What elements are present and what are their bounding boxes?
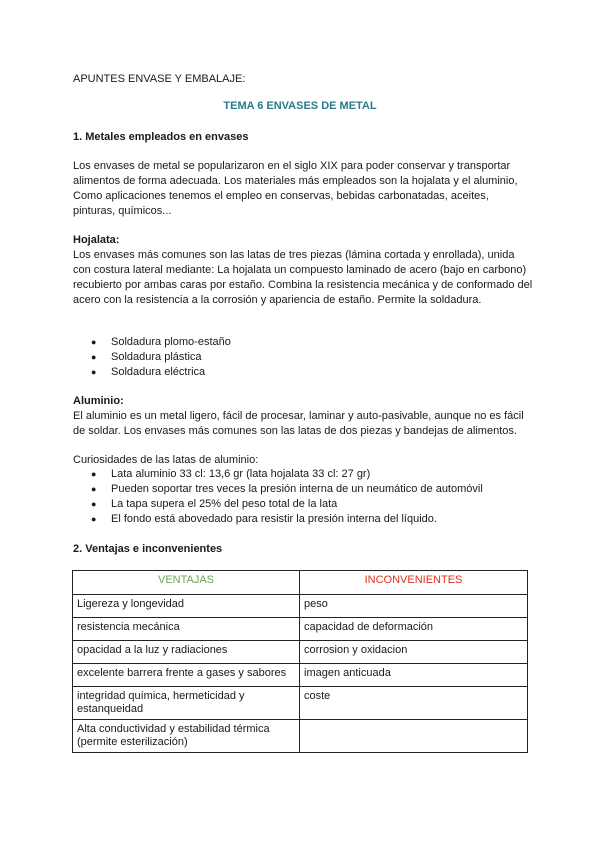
subheading-aluminio: Aluminio:: [73, 395, 124, 407]
table-cell: imagen anticuada: [300, 664, 528, 687]
table-cell: opacidad a la luz y radiaciones: [73, 641, 300, 664]
bullet-icon: ●: [91, 337, 97, 347]
table-row: [73, 595, 528, 618]
bullet-icon: ●: [91, 469, 97, 479]
table-cell: excelente barrera frente a gases y sabores: [73, 664, 300, 687]
table-cell: [300, 720, 528, 753]
table-row: [73, 720, 528, 753]
table-cell: resistencia mecánica: [73, 618, 300, 641]
table-cell: coste: [300, 687, 528, 720]
list-item: ● Lata aluminio 33 cl: 13,6 gr (lata hojalata 33 cl: 27 gr): [91, 468, 371, 480]
curiosidades-label: Curiosidades de las latas de aluminio:: [73, 454, 259, 466]
table-row: [73, 664, 528, 687]
section-heading-metales: 1. Metales empleados en envases: [73, 131, 249, 143]
table-cell: capacidad de deformación: [300, 618, 528, 641]
table-cell: Ligereza y longevidad: [73, 595, 300, 618]
table-row: [73, 618, 528, 641]
header-ventajas: VENTAJAS: [73, 571, 300, 595]
list-item: ● Soldadura plomo-estaño: [91, 336, 231, 348]
document-header: APUNTES ENVASE Y EMBALAJE:: [73, 73, 246, 85]
bullet-icon: ●: [91, 514, 97, 524]
list-item: ● Soldadura plástica: [91, 351, 202, 363]
list-item: ● El fondo está abovedado para resistir la presión interna del líquido.: [91, 513, 437, 525]
subheading-hojalata: Hojalata:: [73, 234, 120, 246]
table-row: [73, 641, 528, 664]
table-header-row: [73, 571, 528, 595]
comparison-table: [72, 570, 528, 753]
list-item: ● Soldadura eléctrica: [91, 366, 206, 378]
aluminio-bullet-list: [73, 467, 543, 527]
hojalata-bullet-list: [73, 335, 533, 380]
hojalata-paragraph: Los envases más comunes son las latas de tres piezas (lámina cortada y enrollada), unida con costura lateral mediante: La hojalata un compuesto laminado de acero (bajo en carbono) recubierto por ambas caras por estaño. Combina la resistencia mecánica y de conformado del acero con la resistencia a la corrosión y apariencia de estaño. Permite la soldadura.: [73, 249, 533, 306]
bullet-icon: ●: [91, 367, 97, 377]
list-item: ● Pueden soportar tres veces la presión interna de un neumático de automóvil: [91, 483, 483, 495]
intro-paragraph: Los envases de metal se popularizaron en el siglo XIX para poder conservar y transportar alimentos de forma adecuada. Los materiales más empleados son la hojalata y el aluminio, Como aplicaciones tenemos el empleo en conservas, bebidas carbonatadas, aceites, pinturas, químicos...: [73, 160, 518, 217]
section-heading-ventajas: 2. Ventajas e inconvenientes: [73, 543, 223, 555]
table-cell: integridad química, hermeticidad y estanqueidad: [73, 687, 300, 720]
bullet-icon: ●: [91, 484, 97, 494]
bullet-icon: ●: [91, 499, 97, 509]
table-row: [73, 687, 528, 720]
bullet-icon: ●: [91, 352, 97, 362]
aluminio-paragraph: El aluminio es un metal ligero, fácil de procesar, laminar y auto-pasivable, aunque no es fácil de soldar. Los envases más comunes son las latas de dos piezas y bandejas de alimentos.: [73, 410, 524, 437]
page-title: TEMA 6 ENVASES DE METAL: [223, 100, 377, 112]
header-inconvenientes: INCONVENIENTES: [300, 571, 528, 595]
table-cell: peso: [300, 595, 528, 618]
table-cell: corrosion y oxidacion: [300, 641, 528, 664]
list-item: ● La tapa supera el 25% del peso total de la lata: [91, 498, 338, 510]
table-cell: Alta conductividad y estabilidad térmica (permite esterilización): [73, 720, 300, 753]
